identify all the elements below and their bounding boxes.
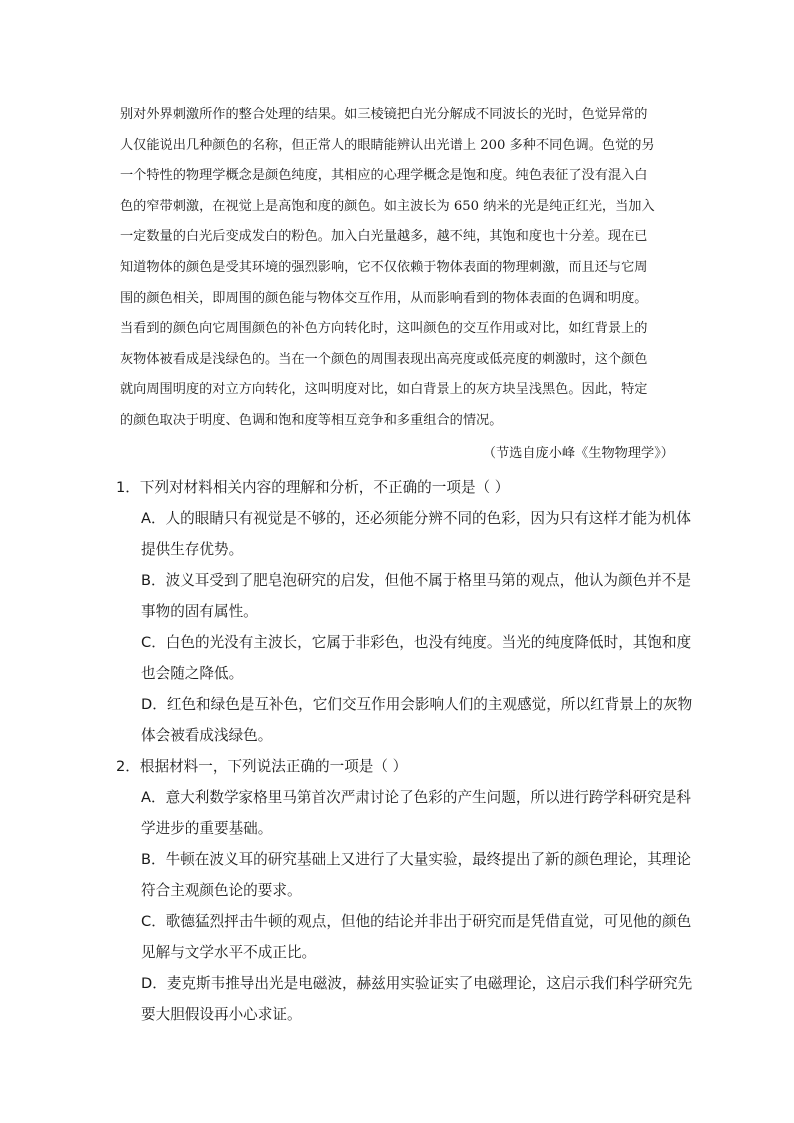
option-text: B．波义耳受到了肥皂泡研究的启发，但他不属于格里马第的观点，他认为颜色并不是 [141, 572, 691, 589]
question-list [116, 472, 693, 1030]
passage-line: 一定数量的白光后变成发白的粉色。加入白光量越多，越不纯，其饱和度也十分差。现在已 [120, 229, 648, 245]
option-text: 符合主观颜色论的要求。 [141, 882, 302, 899]
passage-line: 灰物体被看成是浅绿色的。当在一个颜色的周围表现出高亮度或低亮度的刺激时，这个颜色 [120, 351, 648, 367]
option-text: 学进步的重要基础。 [141, 820, 273, 837]
option-text: D．红色和绿色是互补色，它们交互作用会影响人们的主观感觉，所以红背景上的灰物 [141, 696, 693, 713]
option-c[interactable] [116, 906, 692, 968]
option-text: C．歌德猛烈抨击牛顿的观点，但他的结论并非出于研究而是凭借直觉，可见他的颜色 [141, 913, 692, 930]
question-1 [116, 472, 693, 751]
passage-line: 别对外界刺激所作的整合处理的结果。如三棱镜把白光分解成不同波长的光时，色觉异常的 [120, 107, 648, 122]
passage-line: 人仅能说出几种颜色的名称，但正常人的眼睛能辨认出光谱上 200 多种不同色调。色觉的另 [120, 137, 655, 153]
passage-line: 的颜色取决于明度、色调和饱和度等相互竞争和多重组合的情况。 [120, 412, 503, 428]
option-text: 提供生存优势。 [141, 541, 244, 558]
option-b[interactable] [116, 844, 691, 906]
option-text: C．白色的光没有主波长，它属于非彩色，也没有纯度。当光的纯度降低时，其饱和度 [141, 634, 692, 651]
option-a[interactable] [116, 782, 691, 844]
passage-line: 知道物体的颜色是受其环境的强烈影响，它不仅依赖于物体表面的物理刺激，而且还与它周 [120, 259, 648, 275]
question-2 [116, 751, 693, 1030]
option-d[interactable] [116, 968, 693, 1030]
passage-source: （节选自庞小峰《生物物理学》） [482, 446, 674, 461]
passage-line: 围的颜色相关，即周围的颜色能与物体交互作用，从而影响看到的物体表面的色调和明度。 [120, 290, 648, 306]
passage-line: 就向周围明度的对立方向转化，这叫明度对比，如白背景上的灰方块呈浅黑色。因此，特定 [120, 382, 648, 398]
question-stem: 1．下列对材料相关内容的理解和分析，不正确的一项是（ ） [116, 479, 510, 496]
question-stem: 2．根据材料一，下列说法正确的一项是（ ） [116, 758, 408, 775]
option-c[interactable] [116, 627, 692, 689]
reading-passage [120, 100, 680, 437]
option-text: 体会被看成浅绿色。 [141, 727, 273, 744]
option-d[interactable] [116, 689, 693, 751]
option-text: D．麦克斯韦推导出光是电磁波，赫兹用实验证实了电磁理论，这启示我们科学研究先 [141, 975, 693, 992]
option-text: 见解与文学水平不成正比。 [141, 944, 317, 961]
option-text: A．意大利数学家格里马第首次严肃讨论了色彩的产生问题，所以进行跨学科研究是科 [141, 789, 691, 806]
option-a[interactable] [116, 503, 691, 565]
option-text: A．人的眼睛只有视觉是不够的，还必须能分辨不同的色彩，因为只有这样才能为机体 [141, 510, 691, 527]
passage-line: 当看到的颜色向它周围颜色的补色方向转化时，这叫颜色的交互作用或对比，如红背景上的 [120, 321, 648, 337]
option-text: 也会随之降低。 [141, 665, 244, 682]
option-text: 事物的固有属性。 [141, 603, 258, 620]
option-text: B．牛顿在波义耳的研究基础上又进行了大量实验，最终提出了新的颜色理论，其理论 [141, 851, 691, 868]
option-b[interactable] [116, 565, 691, 627]
passage-line: 色的窄带刺激，在视觉上是高饱和度的颜色。如主波长为 650 纳米的光是纯正红光，当加入 [120, 198, 655, 214]
passage-line: 一个特性的物理学概念是颜色纯度，其相应的心理学概念是饱和度。纯色表征了没有混入白 [120, 168, 648, 184]
option-text: 要大胆假设再小心求证。 [141, 1006, 302, 1023]
